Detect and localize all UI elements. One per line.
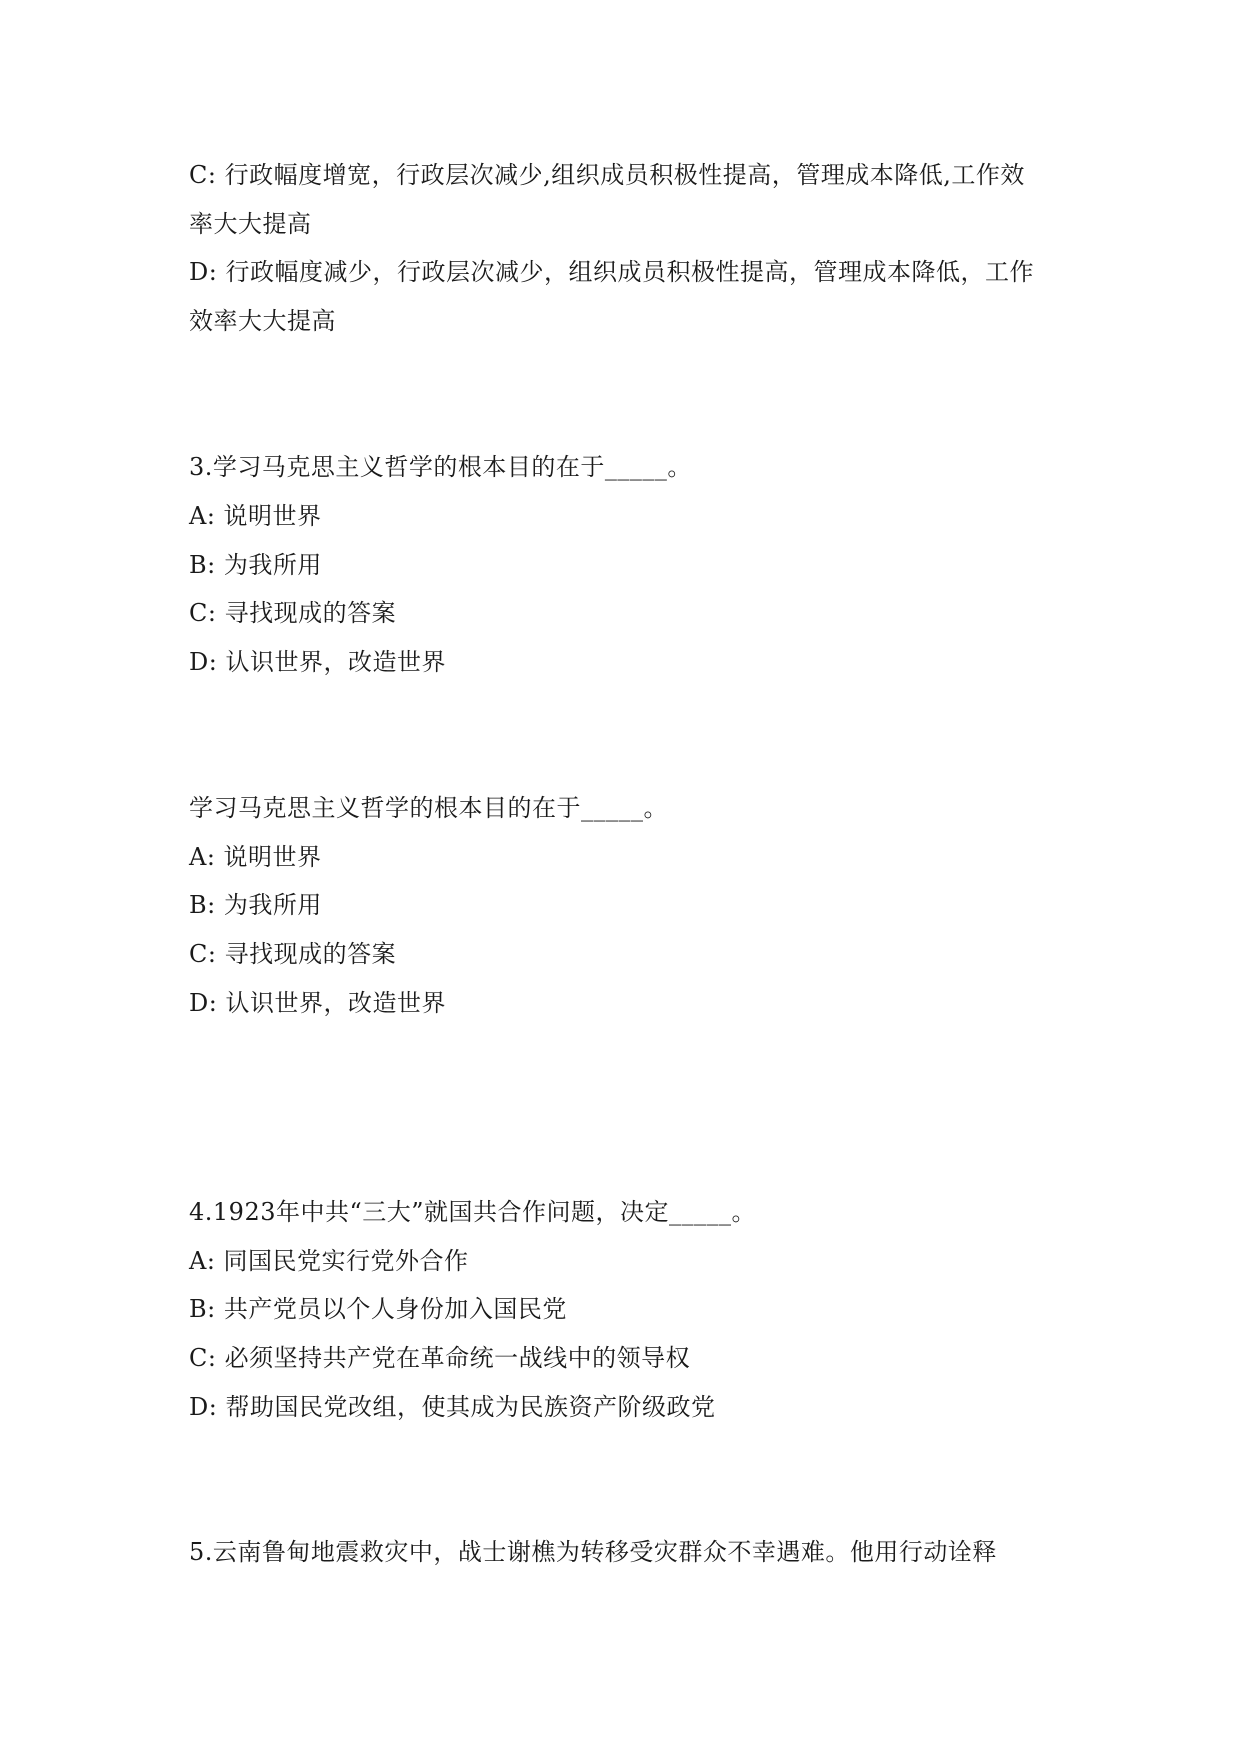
- question-3-repeat-option-d: D: 认识世界，改造世界: [189, 989, 446, 1017]
- question-3-option-d: D: 认识世界，改造世界: [189, 648, 446, 676]
- question-3-repeat-option-a: A: 说明世界: [189, 843, 322, 871]
- prev-option-c-line2: 率大大提高: [189, 210, 312, 238]
- question-3-option-c: C: 寻找现成的答案: [189, 599, 397, 627]
- question-3-repeat-stem: 学习马克思主义哲学的根本目的在于_____。: [189, 794, 668, 822]
- question-3-repeat-option-b: B: 为我所用: [189, 891, 322, 919]
- question-3-stem: 3.学习马克思主义哲学的根本目的在于_____。: [189, 453, 692, 481]
- prev-option-d-line2: 效率大大提高: [189, 307, 336, 335]
- question-4-option-c: C: 必须坚持共产党在革命统一战线中的领导权: [189, 1344, 691, 1372]
- question-4-option-b: B: 共产党员以个人身份加入国民党: [189, 1295, 567, 1323]
- question-4-option-a: A: 同国民党实行党外合作: [189, 1247, 469, 1275]
- prev-option-d-line1: D: 行政幅度减少，行政层次减少，组织成员积极性提高，管理成本降低，工作: [189, 258, 1034, 286]
- prev-option-c-line1: C: 行政幅度增宽，行政层次减少,组织成员积极性提高，管理成本降低,工作效: [189, 161, 1025, 189]
- question-3-repeat-option-c: C: 寻找现成的答案: [189, 940, 397, 968]
- question-4-stem: 4.1923年中共“三大”就国共合作问题，决定_____。: [189, 1198, 757, 1226]
- question-3-option-a: A: 说明世界: [189, 502, 322, 530]
- question-4-option-d: D: 帮助国民党改组，使其成为民族资产阶级政党: [189, 1393, 716, 1421]
- question-3-option-b: B: 为我所用: [189, 551, 322, 579]
- question-5-stem: 5.云南鲁甸地震救灾中，战士谢樵为转移受灾群众不幸遇难。他用行动诠释: [189, 1538, 997, 1566]
